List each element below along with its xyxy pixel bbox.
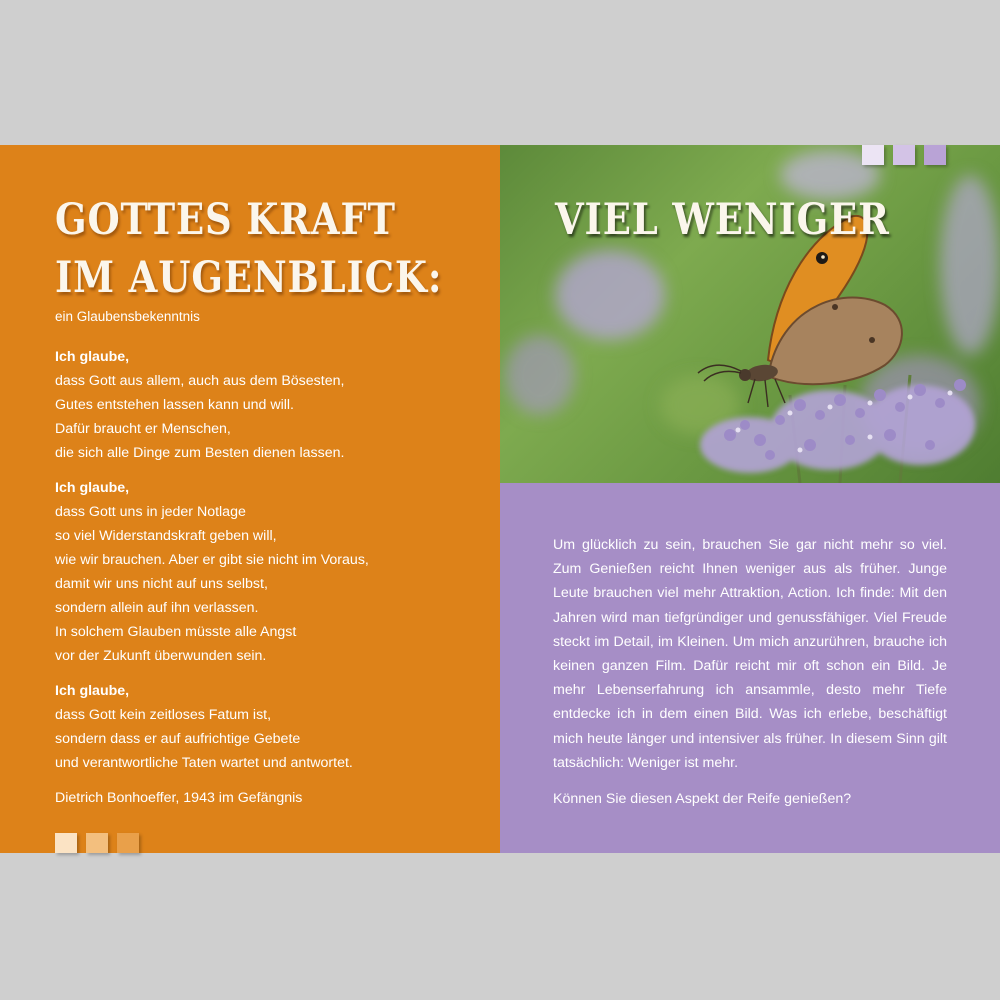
stanza-line: so viel Widerstandskraft geben will,: [55, 528, 277, 544]
closing-question: Können Sie diesen Aspekt der Reife genießen?: [553, 791, 852, 808]
left-title-line-1: GOTTES KRAFT: [55, 195, 396, 245]
left-title: [55, 191, 442, 307]
body-paragraph: Um glücklich zu sein, brauchen Sie gar nicht mehr so viel. Zum Genießen reicht Ihnen weniger aus als früher. Junge Leute brauchen viel mehr Attraktion, Action. Ich finde: Mit den Jahren wird man tiefgründiger und genussfähiger. Viel Freude steckt im Detail, im Kleinen. Um mich anzurühren, brauche ich keinen ganzen Film. Dafür reicht mir oft schon ein Bild. Je mehr Lebenserfahrung ich ansammle, desto mehr Tiefe entdecke ich in dem einen Bild. Was ich erlebe, beschäftigt mich heute länger und intensiver als früher. In diesem Sinn gilt tatsächlich: Weniger ist mehr.: [553, 537, 947, 771]
book-spread: [0, 145, 1000, 853]
right-page: [500, 145, 1000, 853]
decor-square: [117, 833, 139, 853]
stanza-line: vor der Zukunft überwunden sein.: [55, 648, 267, 664]
stanza-line: und verantwortliche Taten wartet und antwortet.: [55, 755, 353, 771]
stanza-line: sondern allein auf ihn verlassen.: [55, 600, 259, 616]
decor-square: [862, 145, 884, 165]
stanza-line: wie wir brauchen. Aber er gibt sie nicht im Voraus,: [55, 552, 369, 568]
stanza-line: Gutes entstehen lassen kann und will.: [55, 397, 294, 413]
decor-square: [86, 833, 108, 853]
stanza-lead: Ich glaube,: [55, 349, 130, 365]
decor-square: [55, 833, 77, 853]
stanza-1: [55, 345, 485, 465]
attribution: Dietrich Bonhoeffer, 1943 im Gefängnis: [55, 790, 303, 806]
decorative-squares-right: [862, 145, 946, 165]
stanza-line: dass Gott aus allem, auch aus dem Bösesten,: [55, 373, 345, 389]
butterfly-photo: [500, 145, 1000, 483]
decor-square: [924, 145, 946, 165]
decorative-squares-left: [55, 833, 139, 853]
stanza-lead: Ich glaube,: [55, 480, 130, 496]
left-page: [0, 145, 500, 853]
stanza-lead: Ich glaube,: [55, 683, 130, 699]
right-title: VIEL WENIGER: [555, 195, 890, 245]
left-subtitle: ein Glaubensbekenntnis: [55, 309, 200, 324]
stanza-line: die sich alle Dinge zum Besten dienen lassen.: [55, 445, 345, 461]
left-title-line-2: IM AUGENBLICK:: [55, 253, 443, 303]
decor-square: [893, 145, 915, 165]
stanza-line: dass Gott uns in jeder Notlage: [55, 504, 246, 520]
stanza-line: sondern dass er auf aufrichtige Gebete: [55, 731, 301, 747]
stanza-2: [55, 476, 485, 668]
right-body-text: [553, 533, 947, 823]
poem: [55, 345, 485, 810]
stanza-line: dass Gott kein zeitloses Fatum ist,: [55, 707, 272, 723]
stanza-line: Dafür braucht er Menschen,: [55, 421, 231, 437]
stanza-line: damit wir uns nicht auf uns selbst,: [55, 576, 268, 592]
stanza-3: [55, 679, 485, 775]
stanza-line: In solchem Glauben müsste alle Angst: [55, 624, 297, 640]
